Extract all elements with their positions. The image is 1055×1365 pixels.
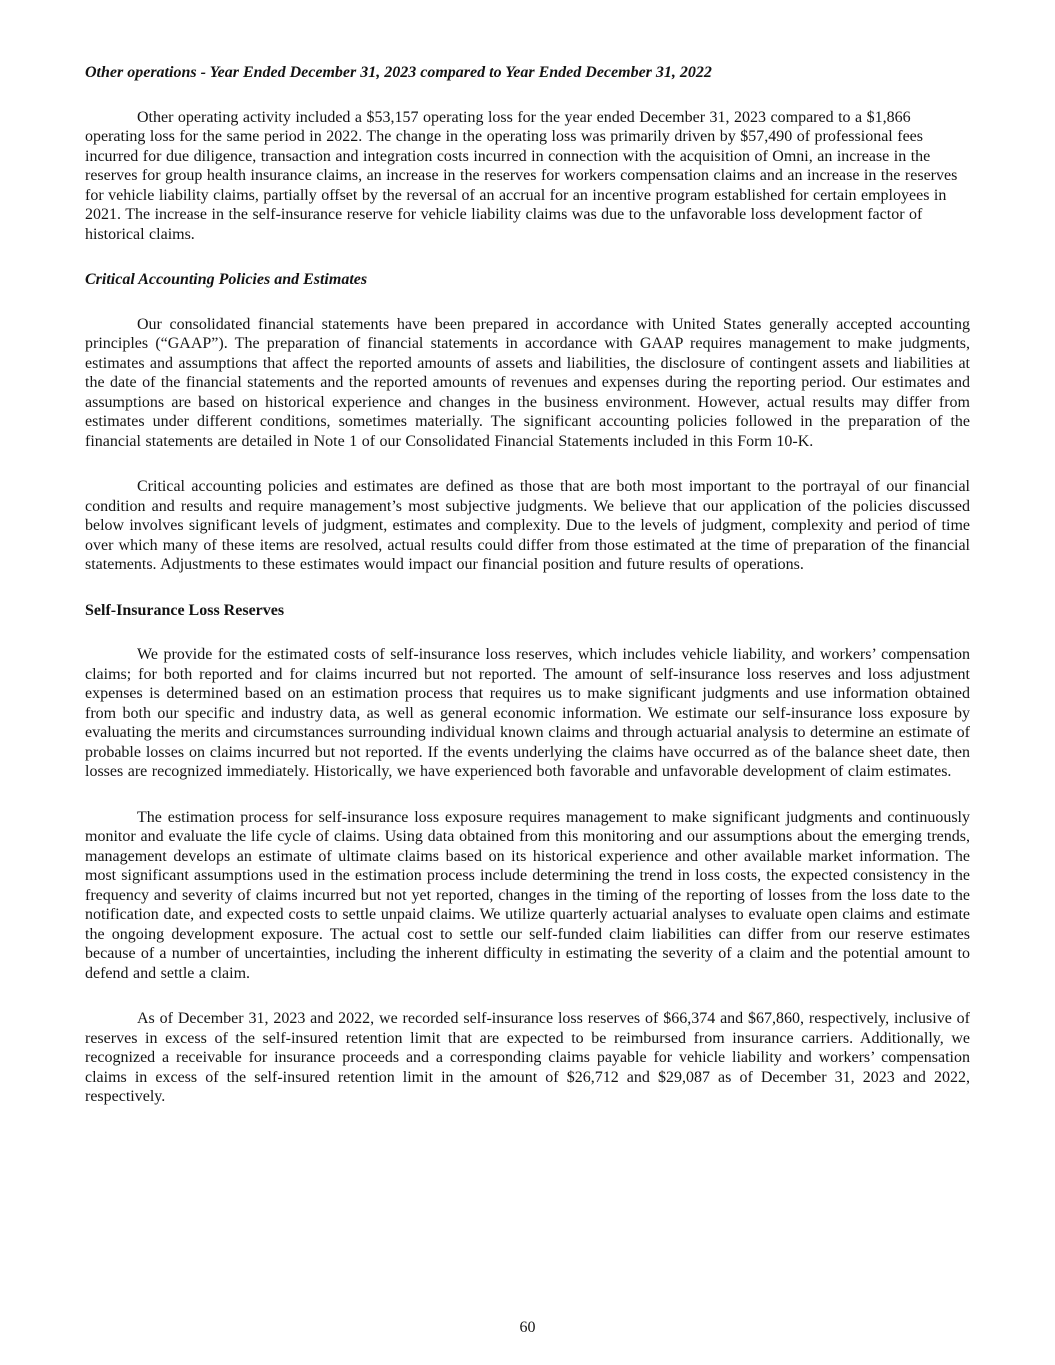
paragraph-recorded-loss-reserves: As of December 31, 2023 and 2022, we recorded self-insurance loss reserves of $66,374 and $67,860, respectively, inclusive of reserves in excess of the self-insured retention limit that are expected to be reimbursed from insurance carriers. Additionally, we recognized a receivable for insurance proceeds and a corresponding claims payable for vehicle liability and workers’ compensation claims in excess of the self-insured retention limit in the amount of $26,712 and $29,087 as of December 31, 2023 and 2022, respectively. xyxy=(85,1010,970,1105)
document-content xyxy=(85,63,970,1133)
paragraph-consolidated-financial-statements: Our consolidated financial statements have been prepared in accordance with United States generally accepted accounting principles (“GAAP”). The preparation of financial statements in accordance with GAAP requires management to make judgments, estimates and assumptions that affect the reported amounts of assets and liabilities, the disclosure of contingent assets and liabilities at the date of the financial statements and the reported amounts of revenues and expenses during the reporting period. Our estimates and assumptions are based on historical experience and changes in the business environment. However, actual results may differ from estimates under different conditions, sometimes materially. The significant accounting policies followed in the preparation of the financial statements are detailed in Note 1 of our Consolidated Financial Statements included in this Form 10-K. xyxy=(85,315,970,450)
section-heading-self-insurance-loss-reserves: Self-Insurance Loss Reserves xyxy=(85,601,285,619)
paragraph-critical-accounting-definition: Critical accounting policies and estimates are defined as those that are both most important to the portrayal of our financial condition and results and require management’s most subjective judgments. We believe that our application of the policies discussed below involves significant levels of judgment, estimates and complexity. Due to the levels of judgment, complexity and period of time over which many of these items are resolved, actual results could differ from those estimated at the time of preparation of the financial statements. Adjustments to these estimates would impact our financial position and future results of operations. xyxy=(85,478,970,573)
paragraph-estimation-process: The estimation process for self-insurance loss exposure requires management to make significant judgments and continuously monitor and evaluate the life cycle of claims. Using data obtained from this monitoring and our assumptions about the emerging trends, management develops an estimate of ultimate claims based on its historical experience and other available market information. The most significant assumptions used in the estimation process include determining the trend in loss costs, the expected consistency in the frequency and severity of claims incurred but not yet reported, changes in the timing of the reporting of losses from the loss date to the notification date, and expected costs to settle unpaid claims. We utilize quarterly actuarial analyses to evaluate open claims and estimate the ongoing development exposure. The actual cost to settle our self-funded claim liabilities can differ from our reserve estimates because of a number of uncertainties, including the inherent difficulty in estimating the severity of a claim and the potential amount to defend and settle a claim. xyxy=(85,808,970,982)
section-heading-other-operations: Other operations - Year Ended December 31, 2023 compared to Year Ended December 31, 2022 xyxy=(85,64,712,81)
page-footer xyxy=(0,1318,1055,1338)
paragraph-other-operating-activity: Other operating activity included a $53,157 operating loss for the year ended December 31, 2023 compared to a $1,866 operating loss for the same period in 2022. The change in the operating loss was primarily driven by $57,490 of professional fees incurred for due diligence, transaction and integration costs incurred in connection with the acquisition of Omni, an increase in the reserves for group health insurance claims, an increase in the reserves for workers compensation claims and an increase in the reserves for vehicle liability claims, partially offset by the reversal of an accrual for an incentive program established for certain employees in 2021. The increase in the self-insurance reserve for vehicle liability claims was due to the unfavorable loss development factor of historical claims. xyxy=(85,108,958,243)
paragraph-self-insurance-provision: We provide for the estimated costs of self-insurance loss reserves, which includes vehicle liability, and workers’ compensation claims; for both reported and for claims incurred but not reported. The amount of self-insurance loss reserves and loss adjustment expenses is determined based on an estimation process that requires us to make significant judgments and use information obtained from both our specific and industry data, as well as general economic information. We estimate our self-insurance loss exposure by evaluating the merits and circumstances surrounding individual known claims and through actuarial analysis to determine an estimate of probable losses on claims incurred but not reported. If the events underlying the claims have occurred as of the balance sheet date, then losses are recognized immediately. Historically, we have experienced both favorable and unfavorable development of claim estimates. xyxy=(85,646,970,780)
page-number: 60 xyxy=(519,1319,536,1336)
section-heading-critical-accounting-policies: Critical Accounting Policies and Estimates xyxy=(85,271,368,288)
